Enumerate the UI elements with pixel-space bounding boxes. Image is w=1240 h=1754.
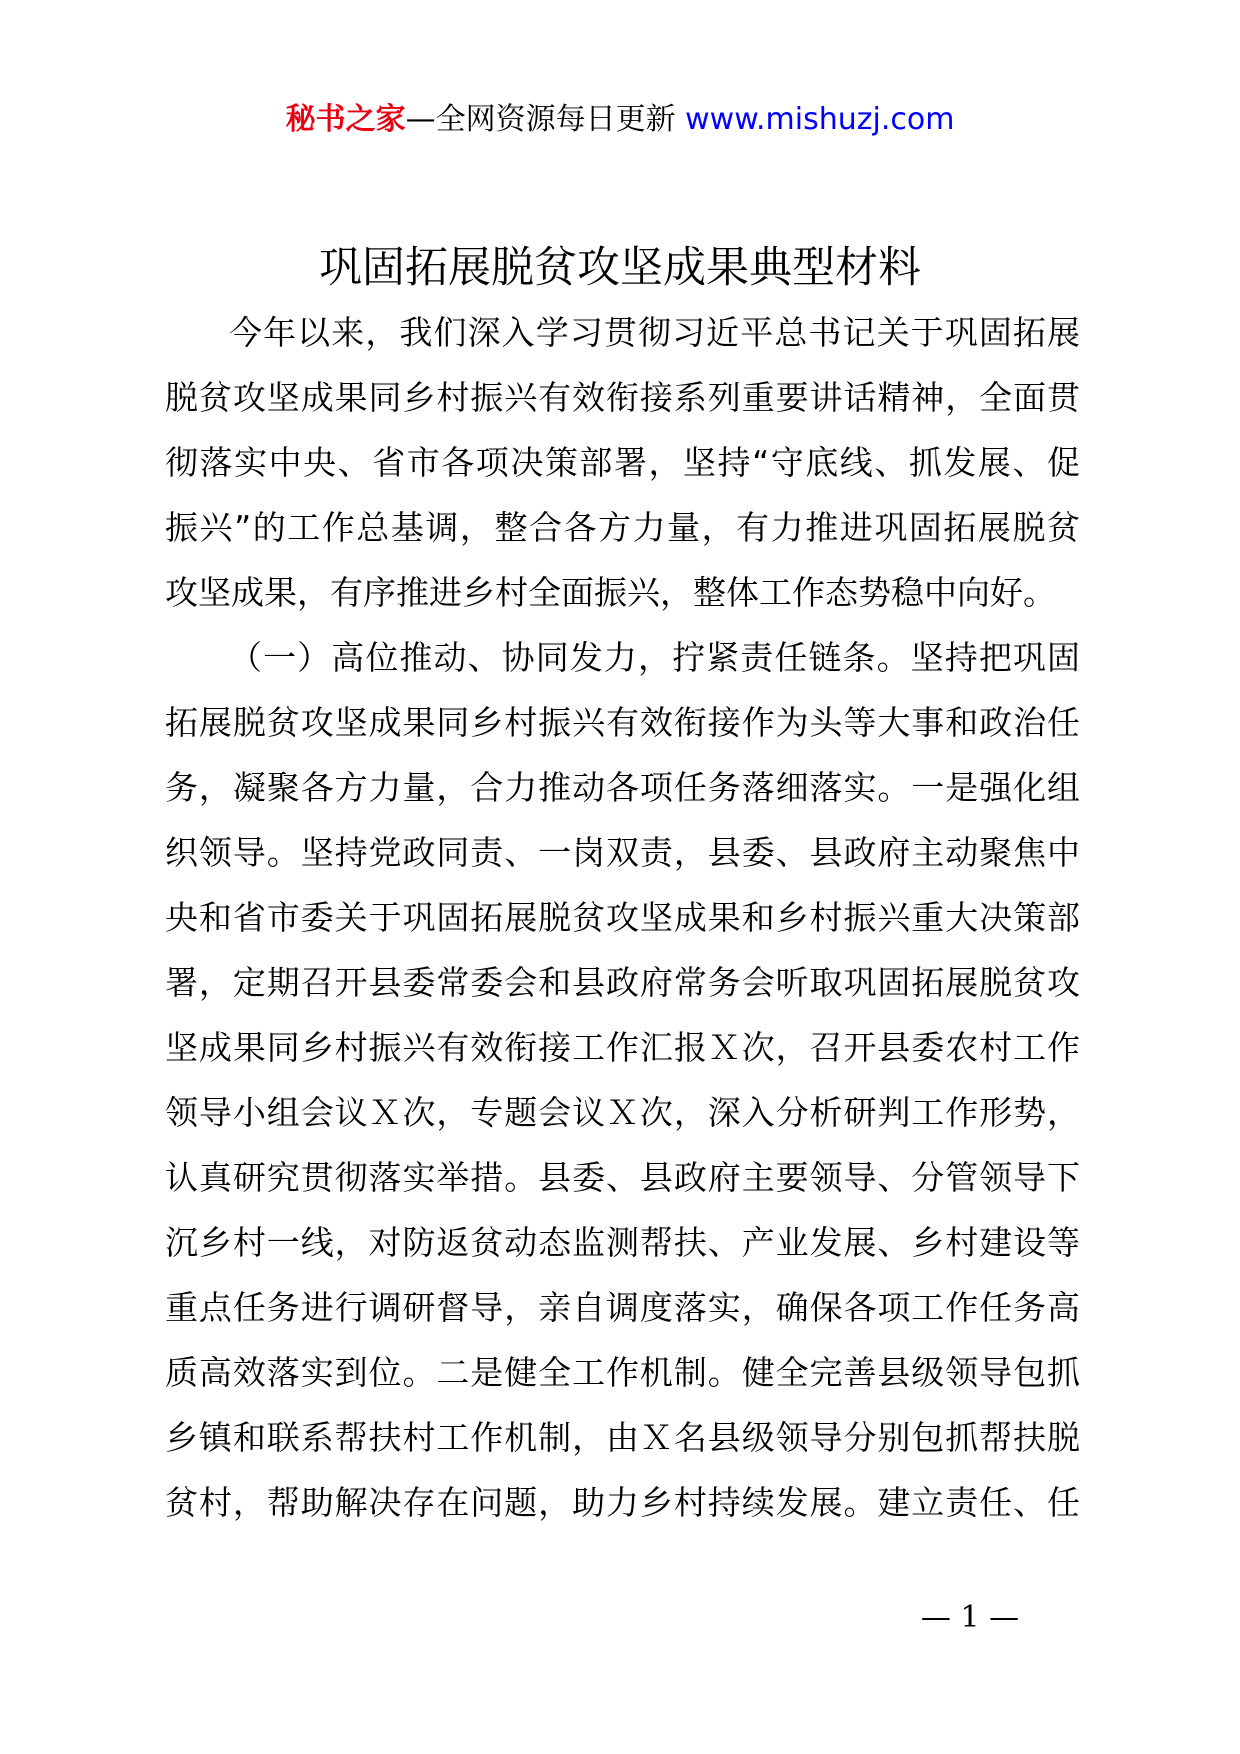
- text-line: 坚成果同乡村振兴有效衔接工作汇报Ｘ次，召开县委农村工作: [165, 1028, 1080, 1067]
- text-line: 质高效落实到位。二是健全工作机制。健全完善县级领导包抓: [165, 1353, 1080, 1392]
- paragraph-intro: [165, 300, 1080, 625]
- document-body: [165, 300, 1080, 1535]
- text-line: 务，凝聚各方力量，合力推动各项任务落细落实。一是强化组: [165, 768, 1080, 807]
- text-line: 乡镇和联系帮扶村工作机制，由Ｘ名县级领导分别包抓帮扶脱: [165, 1418, 1080, 1457]
- text-line: 今年以来，我们深入学习贯彻习近平总书记关于巩固拓展: [229, 313, 1080, 352]
- site-slogan: —全网资源每日更新: [405, 102, 676, 137]
- text-line: 贫村，帮助解决存在问题，助力乡村持续发展。建立责任、任: [165, 1483, 1080, 1522]
- text-line: 脱贫攻坚成果同乡村振兴有效衔接系列重要讲话精神，全面贯: [165, 378, 1080, 417]
- paragraph-section-one: [165, 625, 1080, 1535]
- text-line: 织领导。坚持党政同责、一岗双责，县委、县政府主动聚焦中: [165, 833, 1080, 872]
- text-line: 重点任务进行调研督导，亲自调度落实，确保各项工作任务高: [165, 1288, 1080, 1327]
- text-line: 振兴”的工作总基调，整合各方力量，有力推进巩固拓展脱贫: [165, 508, 1080, 547]
- text-line: 攻坚成果，有序推进乡村全面振兴，整体工作态势稳中向好。: [165, 573, 1056, 612]
- text-line: 彻落实中央、省市各项决策部署，坚持“守底线、抓发展、促: [165, 443, 1080, 482]
- text-line: （一）高位推动、协同发力，拧紧责任链条。坚持把巩固: [229, 638, 1080, 677]
- text-line: 署，定期召开县委常委会和县政府常务会听取巩固拓展脱贫攻: [165, 963, 1080, 1002]
- text-line: 认真研究贯彻落实举措。县委、县政府主要领导、分管领导下: [165, 1158, 1080, 1197]
- page-number: — 1 —: [920, 1600, 1020, 1635]
- text-line: 沉乡村一线，对防返贫动态监测帮扶、产业发展、乡村建设等: [165, 1223, 1080, 1262]
- site-url-link[interactable]: www.mishuzj.com: [685, 102, 955, 137]
- site-header: [0, 100, 1240, 140]
- document-title: 巩固拓展脱贫攻坚成果典型材料: [319, 243, 921, 293]
- text-line: 央和省市委关于巩固拓展脱贫攻坚成果和乡村振兴重大决策部: [165, 898, 1080, 937]
- site-brand: 秘书之家: [285, 102, 406, 137]
- text-line: 领导小组会议Ｘ次，专题会议Ｘ次，深入分析研判工作形势，: [165, 1093, 1080, 1132]
- text-line: 拓展脱贫攻坚成果同乡村振兴有效衔接作为头等大事和政治任: [165, 703, 1080, 742]
